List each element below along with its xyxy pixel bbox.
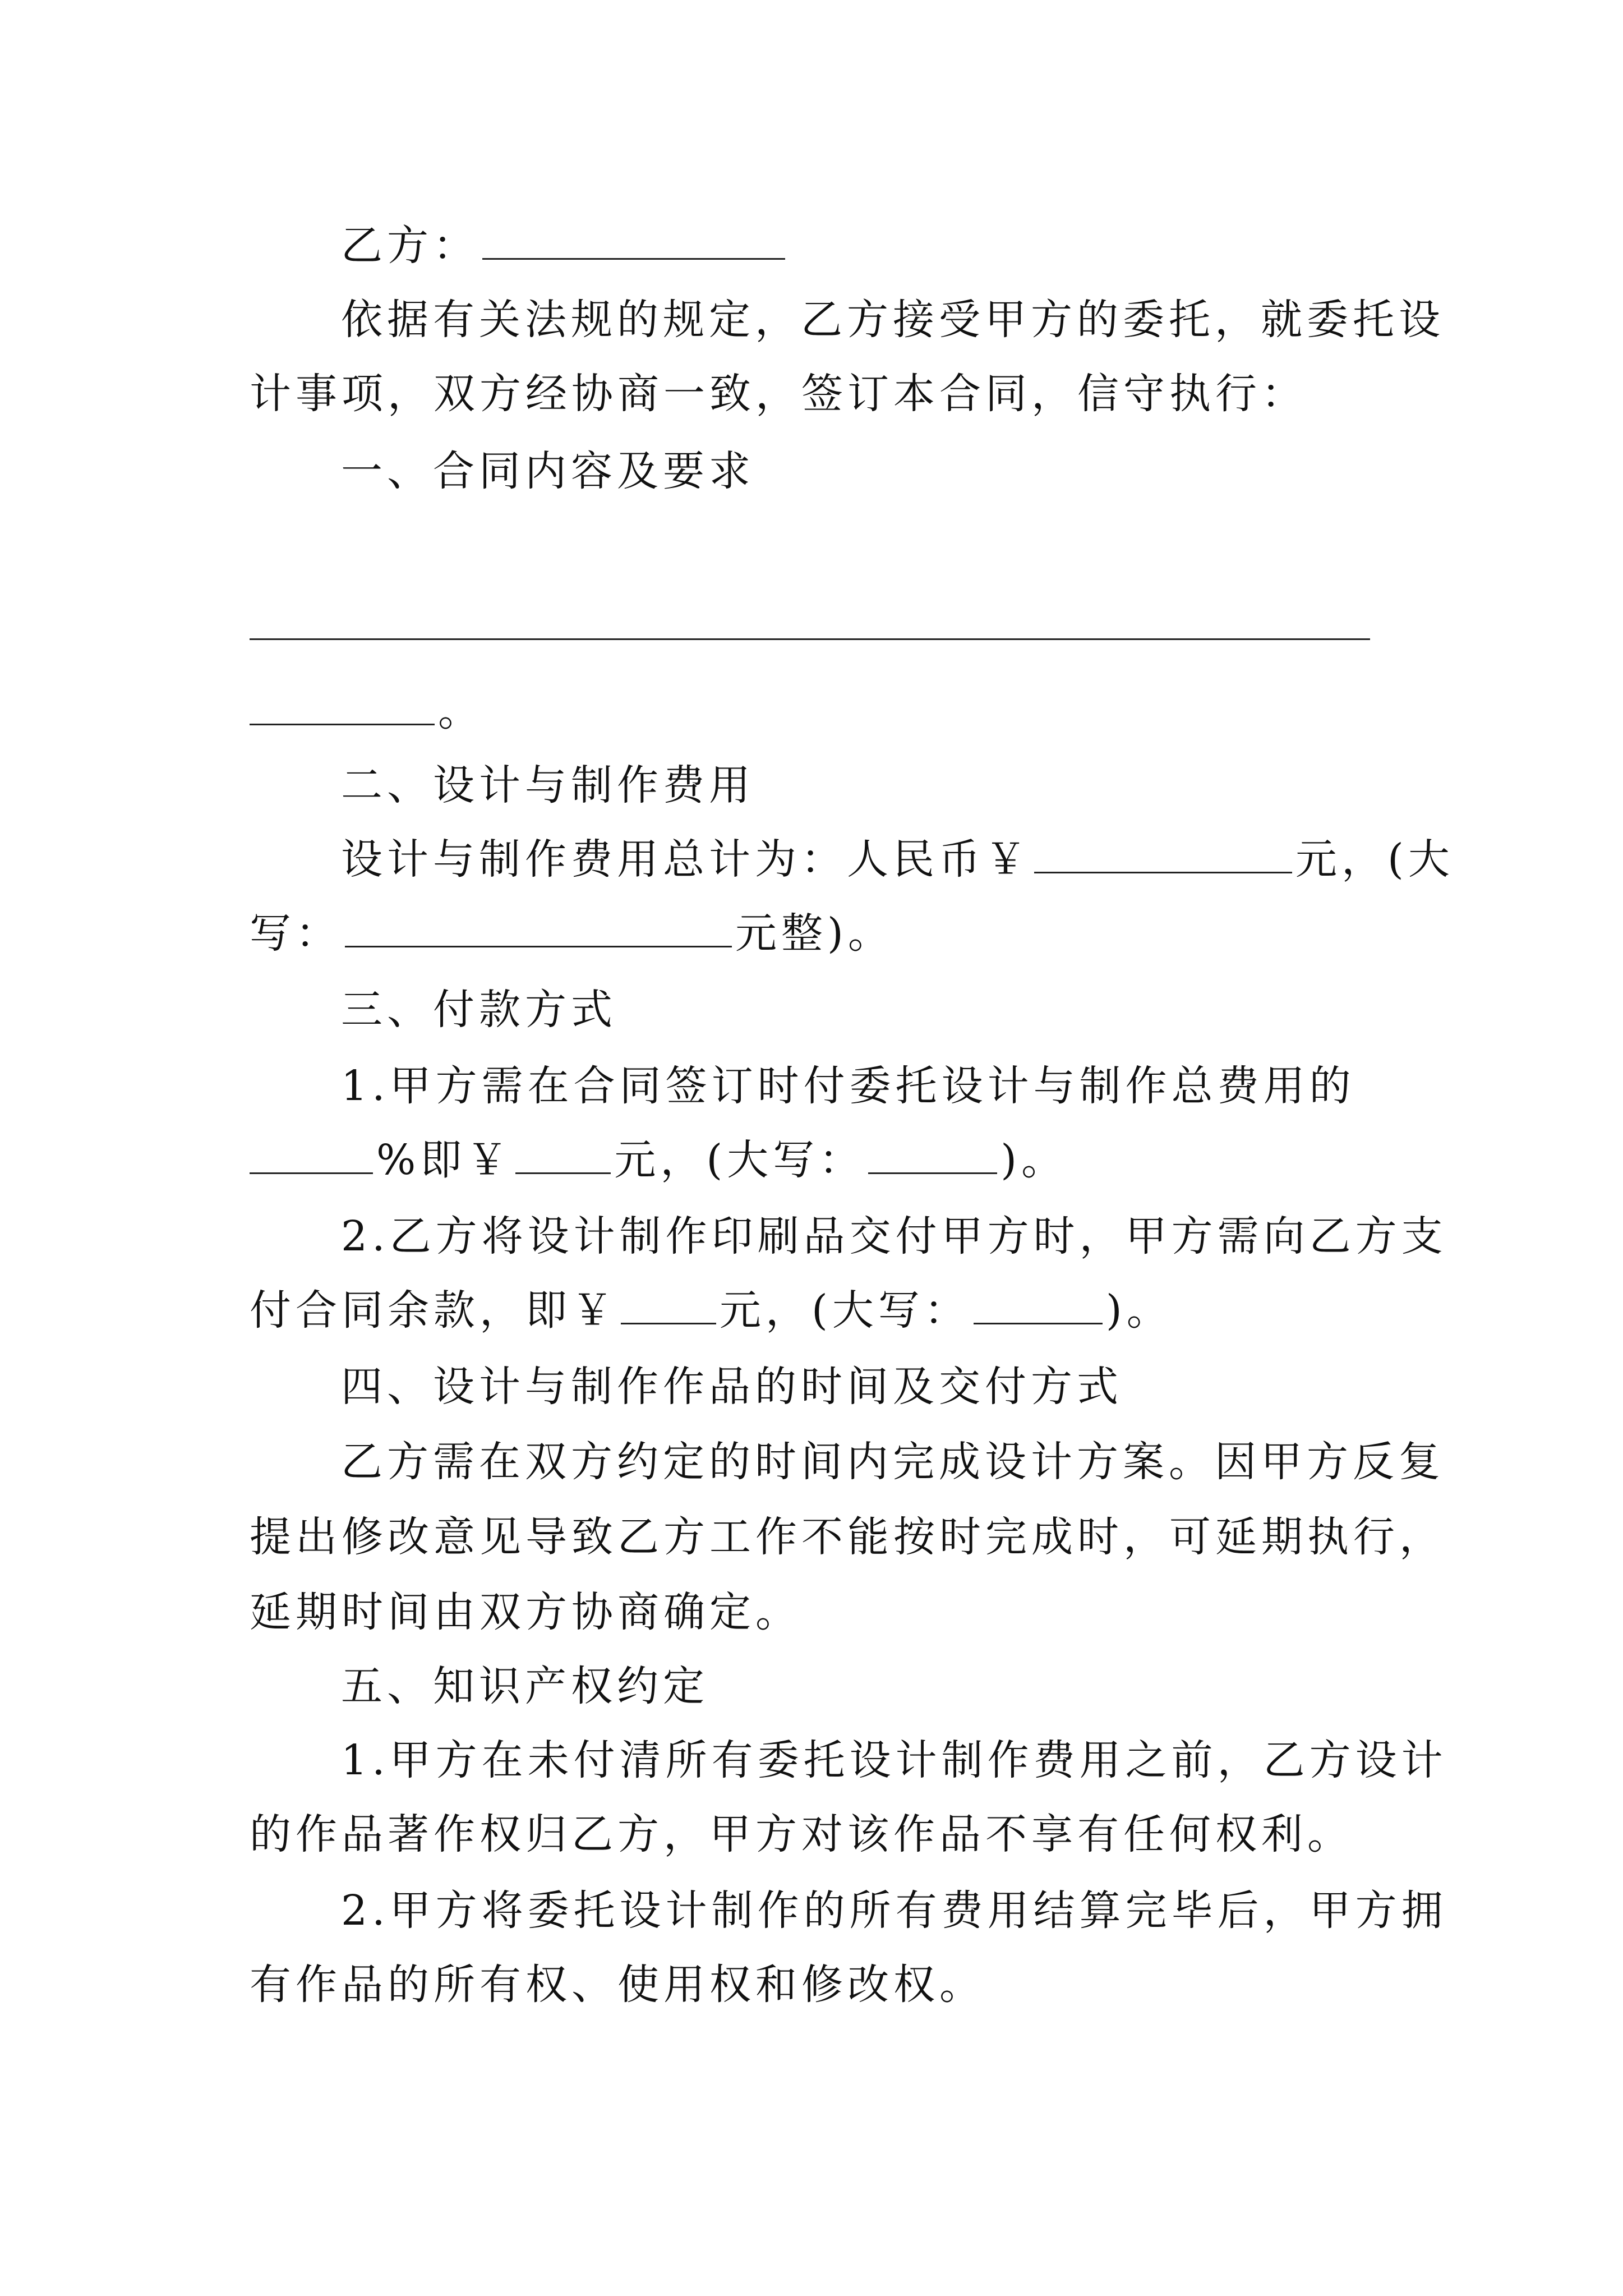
fee-line-1-prefix: 设计与制作费用总计为：人民币￥ (341, 835, 1031, 884)
pay-1-line-2 (250, 1132, 1067, 1188)
section-1-heading: 一、合同内容及要求 (341, 447, 755, 495)
section-1-end-mark: 。 (438, 687, 484, 735)
pay-1-end: )。 (1000, 1136, 1068, 1184)
party-b-line (341, 218, 789, 274)
pay-2-line-2 (250, 1282, 1173, 1338)
section-5-heading: 五、知识产权约定 (341, 1662, 709, 1710)
section-1-content-rule (250, 638, 1370, 640)
fee-line-1 (341, 831, 1454, 887)
party-b-label: 乙方： (341, 222, 479, 270)
intro-line-1: 依据有关法规的规定，乙方接受甲方的委托，就委托设 (341, 296, 1445, 344)
section-4-heading: 四、设计与制作作品的时间及交付方式 (341, 1363, 1123, 1411)
ip-1-line-1: 1.甲方在未付清所有委托设计制作费用之前，乙方设计 (341, 1736, 1447, 1784)
ip-2-line-2: 有作品的所有权、使用权和修改权。 (250, 1961, 985, 2009)
pay-1-amount-blank (515, 1139, 611, 1174)
section-3-heading: 三、付款方式 (341, 986, 617, 1034)
fee-line-1-suffix: 元，(大 (1295, 835, 1454, 884)
party-b-blank (482, 224, 785, 260)
section-2-heading: 二、设计与制作费用 (341, 761, 755, 809)
pay-1-percent-label: %即￥ (376, 1136, 513, 1184)
ip-2-line-1: 2.甲方将委托设计制作的所有费用结算完毕后，甲方拥 (341, 1887, 1447, 1935)
time-line-1: 乙方需在双方约定的时间内完成设计方案。因甲方反复 (341, 1438, 1445, 1486)
pay-2-end: )。 (1105, 1286, 1173, 1335)
pay-2-line-1: 2.乙方将设计制作印刷品交付甲方时，甲方需向乙方支 (341, 1212, 1447, 1260)
pay-1-line-1: 1.甲方需在合同签订时付委托设计与制作总费用的 (341, 1062, 1355, 1110)
section-1-end-line (250, 683, 484, 739)
fee-capital-blank (345, 912, 732, 947)
pay-2-yuan-label: 元，(大写： (720, 1286, 970, 1335)
ip-1-line-2: 的作品著作权归乙方，甲方对该作品不享有任何权利。 (250, 1810, 1353, 1858)
fee-line-2-suffix: 元整)。 (735, 909, 894, 958)
pay-2-capital-blank (974, 1289, 1103, 1324)
section-1-short-blank (250, 690, 435, 725)
fee-amount-blank (1034, 838, 1292, 873)
time-line-2: 提出修改意见导致乙方工作不能按时完成时，可延期执行， (250, 1513, 1445, 1561)
pay-1-yuan-label: 元，(大写： (614, 1136, 865, 1184)
time-line-3: 延期时间由双方协商确定。 (250, 1588, 801, 1636)
pay-2-amount-blank (621, 1289, 716, 1324)
pay-1-percent-blank (250, 1139, 373, 1174)
pay-1-capital-blank (868, 1139, 997, 1174)
intro-line-2: 计事项，双方经协商一致，签订本合同，信守执行： (250, 370, 1307, 418)
fee-line-2 (250, 905, 894, 961)
pay-2-prefix: 付合同余款，即￥ (250, 1286, 617, 1335)
fee-line-2-prefix: 写： (250, 909, 342, 958)
